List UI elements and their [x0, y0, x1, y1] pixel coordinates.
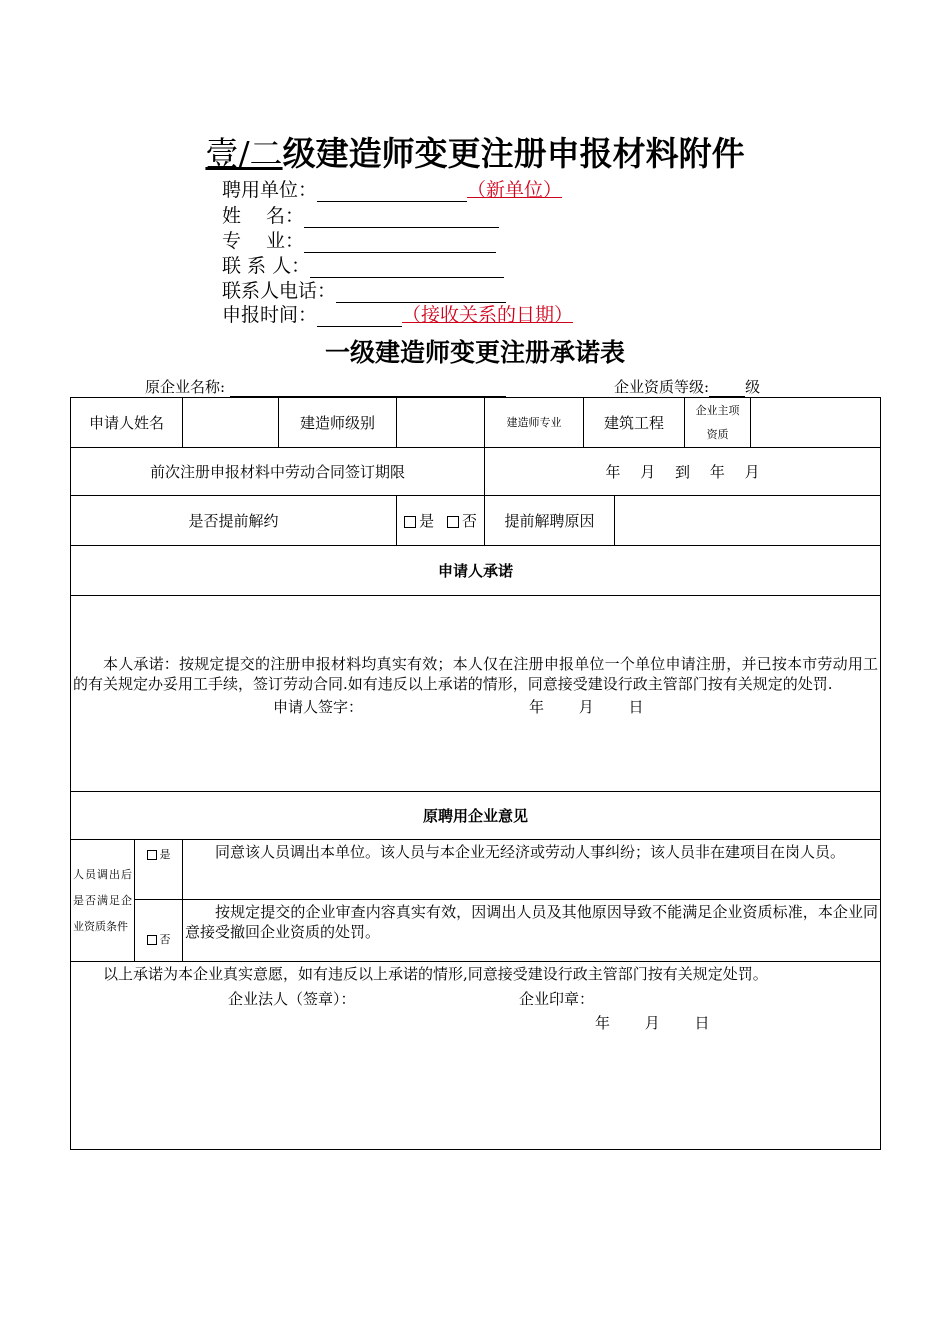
form-subtitle: 一级建造师变更注册承诺表 — [324, 338, 625, 367]
condition-label: 人员调出后是否满足企业资质条件 — [71, 840, 135, 962]
employer-line[interactable] — [317, 183, 467, 202]
phone-field — [222, 276, 506, 303]
table-row — [71, 792, 881, 840]
table-row — [71, 448, 881, 496]
name-field — [222, 201, 499, 228]
date-label: 申报时间： — [222, 304, 318, 326]
table-row — [71, 596, 881, 792]
page-title — [0, 128, 950, 175]
cond-no-cell — [135, 900, 183, 962]
early-term-options — [397, 496, 485, 546]
title-main: 级建造师变更注册申报材料附件 — [282, 134, 745, 173]
commitment-table — [70, 397, 881, 1150]
main-qual-value[interactable] — [751, 398, 881, 448]
early-reason-value[interactable] — [615, 496, 881, 546]
orig-opinion-title: 原聘用企业意见 — [71, 792, 881, 840]
employer-label: 聘用单位： — [222, 179, 318, 201]
qual-field — [614, 376, 760, 397]
date-hint: （接收关系的日期） — [402, 304, 574, 326]
cond-yes-checkbox[interactable] — [147, 850, 157, 860]
legal-rep-label: 企业法人（签章）： — [228, 990, 356, 1008]
orig-company-label: 原企业名称: — [145, 378, 226, 396]
contract-period-label: 前次注册申报材料中劳动合同签订期限 — [71, 448, 485, 496]
final-sign-area — [73, 988, 878, 1038]
applicant-name-label: 申请人姓名 — [71, 398, 183, 448]
applicant-name-value[interactable] — [183, 398, 279, 448]
table-row — [71, 546, 881, 596]
applicant-sign-row — [73, 696, 878, 718]
applicant-promise-text: 本人承诺：按规定提交的注册申报材料均真实有效；本人仅在注册申报单位一个单位申请注册，并已按本市劳动用工的有关规定办妥用工手续，签订劳动合同.如有违反以上承诺的情形，同意接受建设行政主管部门按有关规定的处罚. — [73, 655, 879, 693]
final-promise-text: 以上承诺为本企业真实意愿，如有违反以上承诺的情形,同意接受建设行政主管部门按有关规定处罚。 — [103, 965, 768, 983]
contact-label: 联 系 人： — [222, 255, 311, 277]
table-row — [71, 962, 881, 1150]
title-prefix: 壹/二 — [205, 134, 283, 173]
major-value: 建筑工程 — [584, 398, 685, 448]
applicant-sign-date: 年 月 日 — [529, 698, 644, 716]
applicant-promise-title: 申请人承诺 — [71, 546, 881, 596]
cond-no-label: 否 — [159, 932, 171, 946]
table-row — [71, 496, 881, 546]
orig-company-field — [145, 376, 506, 397]
contract-period-value: 年 月 到 年 月 — [485, 448, 881, 496]
final-date: 年 月 日 — [595, 1014, 710, 1032]
qual-label: 企业资质等级: — [614, 378, 710, 396]
phone-label: 联系人电话： — [222, 280, 337, 302]
final-promise-cell — [71, 962, 881, 1150]
orig-company-line[interactable] — [230, 380, 506, 397]
qual-suffix: 级 — [745, 378, 761, 396]
major-label-cell: 建造师专业 — [485, 398, 584, 448]
level-label: 建造师级别 — [279, 398, 397, 448]
employer-field — [222, 175, 562, 202]
early-reason-label: 提前解聘原因 — [485, 496, 615, 546]
no-checkbox[interactable] — [447, 516, 459, 528]
date-line[interactable] — [317, 308, 402, 327]
cond-yes-text: 同意该人员调出本单位。该人员与本企业无经济或劳动人事纠纷；该人员非在建项目在岗人员。 — [183, 840, 881, 900]
contact-field — [222, 251, 504, 278]
level-value[interactable] — [397, 398, 485, 448]
cond-no-checkbox[interactable] — [147, 935, 157, 945]
name-label: 姓 名： — [222, 205, 305, 227]
cond-yes-cell — [135, 840, 183, 900]
cond-yes-label: 是 — [159, 848, 171, 861]
table-row — [71, 840, 881, 900]
applicant-sign-label: 申请人签字： — [273, 698, 364, 716]
employer-hint: （新单位） — [467, 179, 563, 201]
main-qual-label: 企业主项资质 — [685, 398, 751, 448]
no-label: 否 — [461, 512, 477, 530]
yes-checkbox[interactable] — [404, 516, 416, 528]
major-label: 专 业： — [222, 230, 305, 252]
table-row — [71, 398, 881, 448]
applicant-promise-cell — [71, 596, 881, 792]
cond-no-text: 按规定提交的企业审查内容真实有效，因调出人员及其他原因导致不能满足企业资质标准，本企业同意接受撤回企业资质的处罚。 — [183, 900, 881, 962]
seal-label: 企业印章： — [519, 990, 595, 1008]
qual-line[interactable] — [709, 380, 745, 397]
table-row — [71, 900, 881, 962]
major-field — [222, 226, 496, 253]
date-field — [222, 300, 573, 327]
yes-label: 是 — [419, 512, 435, 530]
early-term-label: 是否提前解约 — [71, 496, 397, 546]
